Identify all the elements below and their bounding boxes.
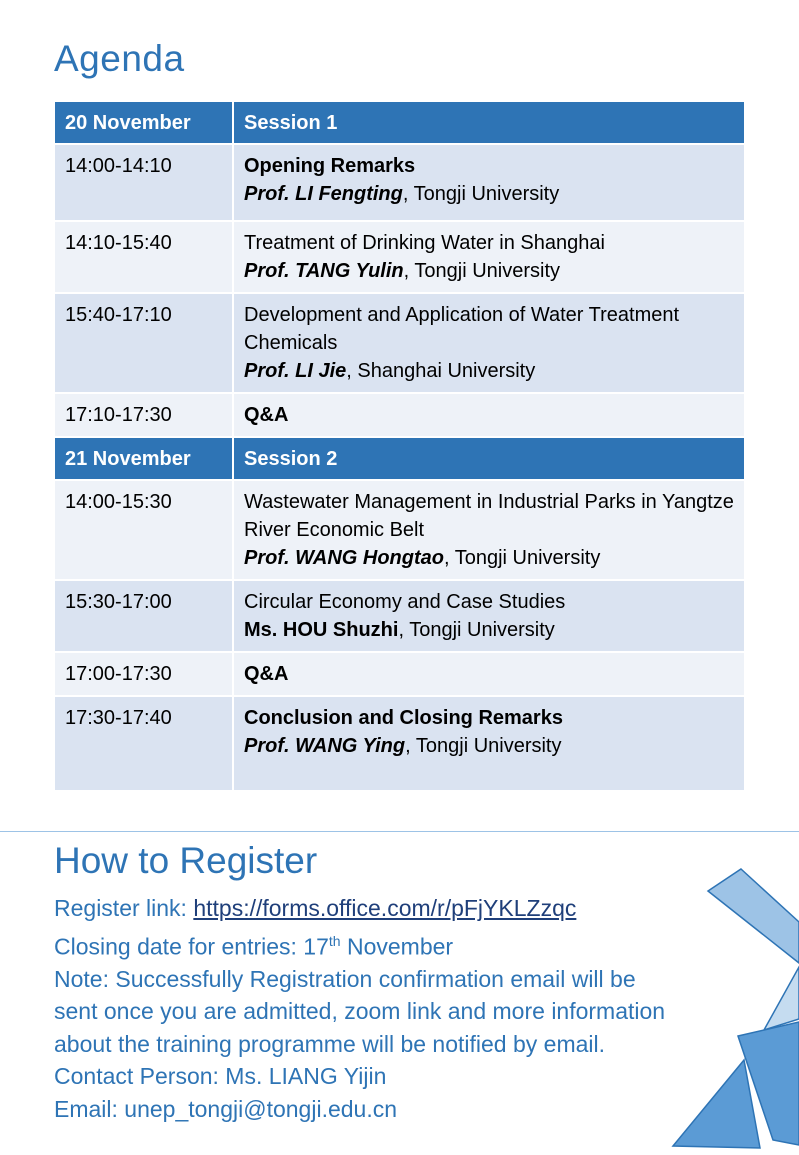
register-title: How to Register <box>54 840 318 881</box>
time-cell: 17:00-17:30 <box>55 653 234 697</box>
topic-title: Development and Application of Water Treatment Chemicals <box>244 304 680 354</box>
topic-title: Opening Remarks <box>244 155 416 177</box>
speaker-name: Prof. LI Jie <box>244 360 347 382</box>
email-line: Email: unep_tongji@tongji.edu.cn <box>54 1095 398 1122</box>
topic-title: Treatment of Drinking Water in Shanghai <box>244 232 605 254</box>
note-line: sent once you are admitted, zoom link and more information <box>54 998 666 1025</box>
time-cell: 15:40-17:10 <box>55 294 234 394</box>
time-cell: 14:00-14:10 <box>55 145 234 222</box>
session-name: Session 2 <box>234 438 744 481</box>
time-cell: 14:10-15:40 <box>55 222 234 294</box>
topic-title: Q&A <box>244 404 289 426</box>
time-cell: 17:10-17:30 <box>55 394 234 438</box>
triangle-shape <box>673 1060 760 1148</box>
time-cell: 14:00-15:30 <box>55 481 234 581</box>
speaker-affiliation: , Tongji University <box>403 260 560 282</box>
speaker-affiliation: , Tongji University <box>402 183 560 205</box>
triangle-shape <box>764 967 799 1030</box>
contact-line: Contact Person: Ms. LIANG Yijin <box>54 1063 387 1090</box>
closing-date-month: November <box>340 933 454 960</box>
register-link[interactable]: https://forms.office.com/r/pFjYKLZzqc <box>193 895 577 921</box>
speaker-affiliation: , Tongji University <box>443 547 601 569</box>
note-line: Note: Successfully Registration confirmation email will be <box>54 965 636 992</box>
closing-date-text: Closing date for entries: 17 <box>54 933 329 960</box>
triangle-shape <box>708 869 799 963</box>
topic-title: Conclusion and Closing Remarks <box>244 707 563 729</box>
topic-title: Circular Economy and Case Studies <box>244 591 566 613</box>
register-link-label: Register link: <box>54 895 194 921</box>
time-cell: 17:30-17:40 <box>55 697 234 792</box>
session-date: 21 November <box>55 438 234 481</box>
speaker-name: Prof. WANG Ying <box>244 735 406 757</box>
note-line: about the training programme will be notified by email. <box>54 1030 606 1057</box>
speaker-name: Ms. HOU Shuzhi <box>244 619 399 641</box>
agenda-title: Agenda <box>54 38 185 79</box>
speaker-affiliation: , Tongji University <box>398 619 555 641</box>
speaker-affiliation: , Shanghai University <box>346 360 536 382</box>
speaker-affiliation: , Tongji University <box>405 735 562 757</box>
time-cell: 15:30-17:00 <box>55 581 234 653</box>
topic-title: Wastewater Management in Industrial Parks in Yangtze River Economic Belt <box>244 491 734 541</box>
speaker-name: Prof. WANG Hongtao <box>244 547 444 569</box>
topic-title: Q&A <box>244 663 289 685</box>
speaker-name: Prof. TANG Yulin <box>244 260 404 282</box>
session-date: 20 November <box>55 102 234 145</box>
speaker-name: Prof. LI Fengting <box>244 183 403 205</box>
session-name: Session 1 <box>234 102 744 145</box>
closing-date-suffix: th <box>328 932 341 949</box>
